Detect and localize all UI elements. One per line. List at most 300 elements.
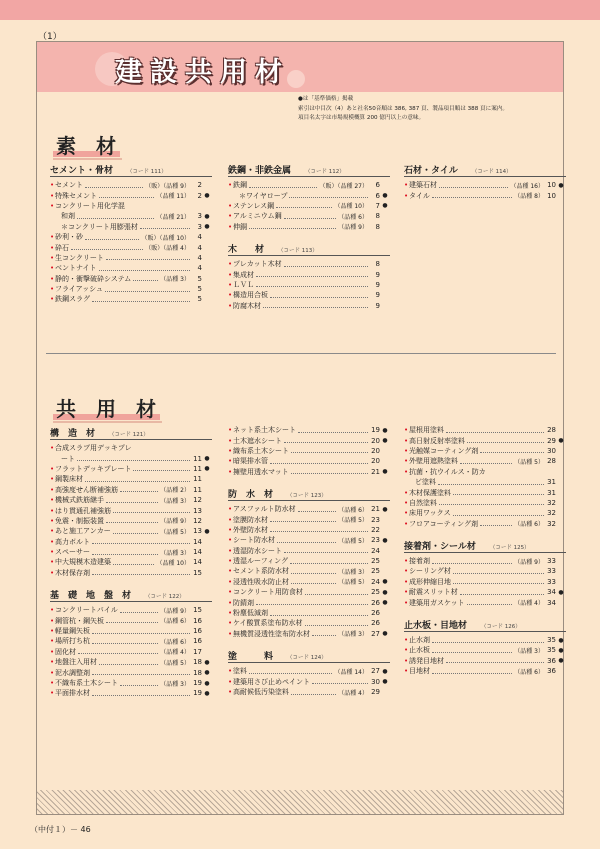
index-entry (50, 453, 212, 463)
entry-info: （品種 5） (514, 458, 544, 466)
price-mark: ● (558, 636, 564, 644)
price-mark: ● (382, 630, 388, 638)
bullet-mark: • (50, 464, 55, 473)
entry-name: ネット系土木シート (233, 426, 296, 435)
entry-page: 32 (547, 498, 556, 507)
index-entry (228, 666, 390, 676)
entry-page: 8 (375, 260, 380, 269)
entry-page: 33 (547, 567, 556, 576)
index-entry (50, 222, 212, 232)
bullet-mark: • (228, 609, 233, 618)
bullet-mark: • (404, 588, 409, 597)
entry-name: ステンレス鋼 (233, 201, 275, 210)
entry-name: 透湿ルーフィング (233, 557, 288, 566)
group-spacer (404, 529, 566, 538)
entry-info: （品種 4） (338, 689, 368, 697)
entry-name: 塗料 (233, 667, 247, 676)
price-mark: ● (558, 181, 564, 189)
entry-name: 成形伸縮目地 (409, 577, 451, 586)
entry-info: （品種 3） (514, 647, 544, 655)
price-mark: ● (382, 505, 388, 513)
note-line: 索引は中目次（4）あと社名50音順は 386, 387 頁、製品項目順は 388 頁に案内。 (298, 105, 509, 112)
dot-leader (113, 533, 159, 534)
index-entry (50, 636, 212, 646)
section-heading-common: 共 用 材 (56, 393, 156, 422)
price-mark: ● (558, 437, 564, 445)
dot-leader (438, 484, 544, 485)
index-entry (228, 211, 390, 221)
entry-page: 21 (371, 505, 380, 514)
index-entry (228, 504, 390, 514)
entry-page: 2 (197, 191, 202, 200)
index-entry (228, 425, 390, 435)
category-code: （コード 125） (489, 544, 530, 551)
bullet-mark: • (228, 201, 233, 210)
price-mark: ● (558, 657, 564, 665)
category-label: 防 水 材 (228, 489, 274, 500)
entry-name: 伸銅 (233, 222, 247, 231)
entry-name: 場所打ち杭 (55, 637, 90, 646)
dot-leader (113, 564, 154, 565)
index-entry (50, 253, 212, 263)
entry-name: 建築石材 (409, 181, 437, 190)
index-entry (228, 608, 390, 618)
dot-leader (270, 615, 368, 616)
index-entry (404, 446, 566, 456)
note-line: 項目名太字は市場規模概算 200 億円以上の意味。 (298, 115, 425, 121)
index-entry (50, 274, 212, 284)
group-spacer (50, 578, 212, 587)
dot-leader (92, 543, 190, 544)
price-mark: ● (382, 202, 388, 210)
entry-name: 固化材 (55, 647, 76, 656)
index-entry (50, 201, 212, 211)
entry-name: 特殊セメント (55, 191, 97, 200)
bullet-mark: • (50, 191, 55, 200)
category-header (228, 162, 390, 177)
entry-page: 14 (193, 548, 202, 557)
entry-name: ＊コンクリート用膨張材 (61, 222, 138, 231)
bullet-mark: • (228, 457, 233, 466)
entry-page: 18 (193, 658, 202, 667)
index-entry (50, 615, 212, 625)
entry-name: 自然塗料 (409, 498, 437, 507)
dot-leader (113, 512, 190, 513)
bullet-mark: • (50, 253, 55, 262)
bullet-mark: • (228, 222, 233, 231)
entry-name: 屋根用塗料 (409, 426, 444, 435)
entry-page: 26 (371, 609, 380, 618)
entry-page: 15 (193, 568, 202, 577)
entry-page: 19 (371, 426, 380, 435)
bullet-mark: • (50, 233, 55, 242)
entry-name: 生コンクリート (55, 253, 104, 262)
dot-leader (77, 460, 190, 461)
index-entry (228, 222, 390, 232)
dot-leader (120, 491, 158, 492)
price-mark: ● (382, 468, 388, 476)
entry-name: フラットデッキプレート (55, 464, 132, 473)
entry-name: 中大規模木造建築 (55, 558, 111, 567)
entry-name: セメント (55, 181, 83, 190)
entry-page: 9 (375, 280, 380, 289)
entry-info: （品種 5） (338, 579, 368, 587)
entry-info: （品種 4） (514, 600, 544, 608)
dot-leader (256, 604, 368, 605)
index-entry (50, 242, 212, 252)
category-code: （コード 111） (127, 169, 167, 175)
entry-name: コンクリート用防食材 (233, 588, 303, 597)
entry-page: 13 (193, 506, 202, 515)
price-mark: ● (382, 426, 388, 434)
bullet-mark: • (228, 280, 233, 289)
bullet-mark: • (50, 496, 55, 505)
entry-info: （販）（品種 27） (319, 182, 368, 190)
entry-name: 誘発目地材 (409, 656, 444, 665)
bullet-mark: • (404, 509, 409, 518)
entry-name: 外壁防水材 (233, 525, 268, 534)
bullet-mark: • (404, 467, 409, 476)
dot-leader (99, 197, 154, 198)
index-entry (228, 525, 390, 535)
bullet-mark: • (228, 619, 233, 628)
entry-page: 9 (375, 291, 380, 300)
dot-leader (77, 218, 154, 219)
entry-page: 32 (547, 519, 556, 528)
entry-name: プレカット木材 (233, 260, 282, 269)
index-entry (228, 280, 390, 290)
bullet-mark: • (228, 181, 233, 190)
dot-leader (71, 249, 143, 250)
dot-leader (120, 685, 158, 686)
entry-page: 5 (197, 295, 202, 304)
dot-leader (78, 653, 158, 654)
category-header (404, 617, 566, 632)
entry-name: 鋼製床材 (55, 475, 83, 484)
dot-leader (284, 442, 368, 443)
bullet-mark: • (228, 446, 233, 455)
bullet-mark: • (228, 629, 233, 638)
entry-page: 6 (375, 191, 380, 200)
entry-name: 建築用ガスケット (409, 598, 465, 607)
entry-page: 27 (371, 667, 380, 676)
bullet-mark: • (228, 426, 233, 435)
bullet-mark: • (50, 274, 55, 283)
dot-leader (460, 594, 544, 595)
dot-leader (284, 266, 368, 267)
entry-page: 32 (547, 509, 556, 518)
entry-name: セメント系防水材 (233, 567, 289, 576)
price-mark: ● (204, 455, 210, 463)
entry-name: コンクリートパイル (55, 606, 118, 615)
category-header (404, 162, 566, 177)
entry-page: 22 (371, 525, 380, 534)
entry-page: 4 (197, 233, 202, 242)
bullet-mark: • (50, 568, 55, 577)
dot-leader (432, 652, 512, 653)
index-entry (228, 467, 390, 477)
entry-info: （販）（品種 9） (145, 182, 190, 190)
entry-page: 8 (375, 222, 380, 231)
price-mark: ● (204, 212, 210, 220)
bullet-mark: • (228, 688, 233, 696)
bullet-mark: • (50, 647, 55, 656)
dot-leader (92, 301, 190, 302)
bullet-mark: • (228, 667, 233, 676)
entry-page: 31 (547, 478, 556, 487)
entry-page: 33 (547, 557, 556, 566)
category-code: （コード 124） (287, 655, 327, 662)
dot-leader (277, 542, 336, 543)
entry-name: 高強度せん断補強筋 (55, 485, 118, 494)
entry-page: 16 (193, 627, 202, 636)
entry-page: 34 (547, 598, 556, 607)
bullet-mark: • (50, 527, 55, 536)
bullet-mark: • (50, 637, 55, 646)
bullet-mark: • (404, 446, 409, 455)
entry-info: （品種 14） (334, 668, 368, 676)
bullet-mark: • (404, 656, 409, 665)
dot-leader (460, 463, 512, 464)
entry-page: 23 (371, 536, 380, 545)
title-banner (37, 42, 563, 92)
index-entry (50, 284, 212, 294)
category-code: （コード 121） (109, 432, 149, 438)
group-spacer (228, 232, 390, 241)
category-code: （コード 122） (145, 594, 185, 601)
category-code: （コード 123） (287, 492, 327, 499)
entry-name: 高日射反射率塗料 (409, 436, 465, 445)
entry-name: 透湿防水シート (233, 546, 282, 555)
raw-column-3 (404, 162, 566, 201)
category-code: （コード 113） (278, 247, 318, 254)
index-entry (228, 180, 390, 190)
entry-page: 25 (371, 567, 380, 576)
price-mark: ● (382, 192, 388, 200)
entry-page: 24 (371, 577, 380, 586)
index-entry (228, 259, 390, 269)
entry-page: 13 (193, 527, 202, 536)
category-label: 鉄鋼・非鉄金属 (228, 166, 292, 176)
price-mark: ● (382, 536, 388, 544)
entry-name: 床用ワックス (409, 509, 451, 518)
dot-leader (432, 642, 544, 643)
entry-page: 36 (547, 667, 556, 676)
dot-leader (291, 583, 336, 584)
entry-info: （品種 6） (338, 213, 368, 221)
category-header (228, 486, 390, 501)
entry-name: ケイ酸質系塗布防水材 (233, 619, 303, 628)
entry-page: 3 (197, 212, 202, 221)
bullet-mark: • (228, 567, 233, 576)
dot-leader (263, 307, 368, 308)
entry-name: ベントナイト (55, 264, 97, 273)
hatched-band (37, 790, 563, 814)
dot-leader (312, 683, 368, 684)
index-entry (228, 514, 390, 524)
entry-page: 20 (371, 446, 380, 455)
price-mark: ● (382, 678, 388, 686)
entry-info: （品種 5） (160, 528, 190, 536)
price-mark: ● (382, 578, 388, 586)
entry-page: 2 (197, 181, 202, 190)
entry-name: 静的・衝撃破砕システム (55, 274, 132, 283)
price-mark: ● (382, 599, 388, 607)
entry-info: （品種 5） (160, 659, 190, 667)
entry-info: （品種 6） (160, 618, 190, 626)
entry-info: （品種 10） (156, 559, 190, 567)
entry-page: 14 (193, 558, 202, 567)
page-number: （1） (38, 32, 62, 42)
dot-leader (453, 494, 544, 495)
dot-leader (270, 297, 368, 298)
entry-page: 33 (547, 577, 556, 586)
bullet-mark: • (404, 436, 409, 445)
entry-name: 合成スラブ用デッキプレ (55, 444, 132, 453)
dot-leader (106, 502, 158, 503)
dot-leader (291, 573, 336, 574)
section-divider (46, 353, 556, 354)
entry-page: 30 (371, 677, 380, 686)
index-entry (50, 605, 212, 615)
index-entry (404, 180, 566, 190)
entry-page: 29 (371, 688, 380, 696)
entry-name: 免震・制振装置 (55, 516, 104, 525)
index-entry (404, 566, 566, 576)
category-label: 石材・タイル (404, 166, 458, 176)
category-label: 接着剤・シール材 (404, 541, 476, 552)
bullet-mark: • (404, 567, 409, 576)
entry-name: 暗渠排水管 (233, 457, 268, 466)
bullet-mark: • (404, 498, 409, 507)
dot-leader (467, 604, 513, 605)
entry-info: （品種 3） (338, 568, 368, 576)
entry-name: 外壁用遮熱塗料 (409, 457, 458, 466)
entry-name: 不織布系土木シート (55, 679, 118, 687)
index-entry (228, 676, 390, 686)
entry-page: 36 (547, 656, 556, 665)
bullet-mark: • (228, 598, 233, 607)
entry-name: タイル (409, 191, 430, 200)
group-spacer (404, 608, 566, 617)
dot-leader (92, 554, 158, 555)
bullet-mark: • (50, 537, 55, 546)
entry-name: 砂利・砂 (55, 233, 83, 242)
index-entry (50, 526, 212, 536)
index-entry (404, 456, 566, 466)
index-entry (50, 626, 212, 636)
dot-leader (85, 239, 139, 240)
entry-page: 4 (197, 253, 202, 262)
dot-leader (439, 504, 544, 505)
entry-name: 機械式鉄筋継手 (55, 496, 104, 505)
dot-leader (291, 694, 336, 695)
entry-name: 鉄鋼スラグ (55, 295, 90, 304)
entry-info: （品種 6） (160, 638, 190, 646)
entry-page: 28 (547, 457, 556, 466)
entry-info: （品種 5） (338, 537, 368, 545)
index-entry (50, 485, 212, 495)
price-mark: ● (382, 588, 388, 596)
index-entry (50, 464, 212, 474)
entry-info: （品種 5） (338, 517, 368, 525)
entry-name: 泥水調整剤 (55, 668, 90, 677)
entry-name: 防腐木材 (233, 301, 261, 310)
bullet-mark: • (50, 264, 55, 273)
entry-info: （品種 21） (156, 213, 190, 221)
bullet-mark: • (50, 616, 55, 625)
index-entry (50, 568, 212, 578)
dot-leader (439, 187, 508, 188)
bullet-mark: • (228, 525, 233, 534)
entry-page: 18 (193, 668, 202, 677)
dot-leader (92, 574, 190, 575)
dot-leader (133, 470, 190, 471)
index-entry (50, 678, 212, 688)
dot-leader (106, 259, 190, 260)
entry-name: アルミニウム鋼 (233, 212, 282, 221)
category-label: 基 礎 地 盤 材 (50, 591, 132, 602)
category-header (228, 648, 390, 663)
index-entry (404, 508, 566, 518)
entry-page: 23 (371, 515, 380, 524)
dot-leader (92, 643, 158, 644)
legend-note (298, 95, 508, 124)
bullet-mark: • (50, 506, 55, 515)
entry-page: 17 (193, 647, 202, 656)
bullet-mark: • (404, 457, 409, 466)
entry-info: （品種 16） (510, 182, 544, 190)
bullet-mark: • (50, 485, 55, 494)
index-entry (404, 635, 566, 645)
dot-leader (105, 291, 190, 292)
category-header (228, 241, 390, 256)
dot-leader (467, 442, 544, 443)
bullet-mark: • (404, 646, 409, 655)
category-header (404, 538, 566, 553)
index-entry (404, 435, 566, 445)
price-mark: ● (382, 437, 388, 445)
dot-leader (480, 525, 512, 526)
dot-leader (249, 228, 336, 229)
index-entry (228, 201, 390, 211)
bullet-mark: • (228, 505, 233, 514)
category-code: （コード 114） (471, 169, 512, 175)
entry-info: （販）（品種 10） (141, 234, 190, 242)
bullet-mark: • (404, 519, 409, 528)
entry-name: 軽量鋼矢板 (55, 627, 90, 636)
entry-info: （販）（品種 4） (145, 245, 190, 253)
price-mark: ● (204, 669, 210, 677)
entry-name: 地盤注入用材 (55, 658, 97, 667)
category-code: （コード 126） (481, 623, 521, 630)
group-spacer (228, 477, 390, 486)
entry-page: 26 (371, 619, 380, 628)
index-entry (50, 443, 212, 453)
entry-page: 30 (547, 446, 556, 455)
index-entry (50, 657, 212, 667)
entry-page: 12 (193, 516, 202, 525)
entry-page: 11 (193, 475, 202, 484)
entry-info: （品種 9） (338, 224, 368, 232)
dot-leader (446, 432, 544, 433)
price-mark: ● (204, 465, 210, 473)
category-code: （コード 112） (305, 169, 345, 175)
index-entry (50, 667, 212, 677)
entry-page: 5 (197, 274, 202, 283)
entry-page: 29 (547, 436, 556, 445)
bullet-mark: • (404, 426, 409, 435)
